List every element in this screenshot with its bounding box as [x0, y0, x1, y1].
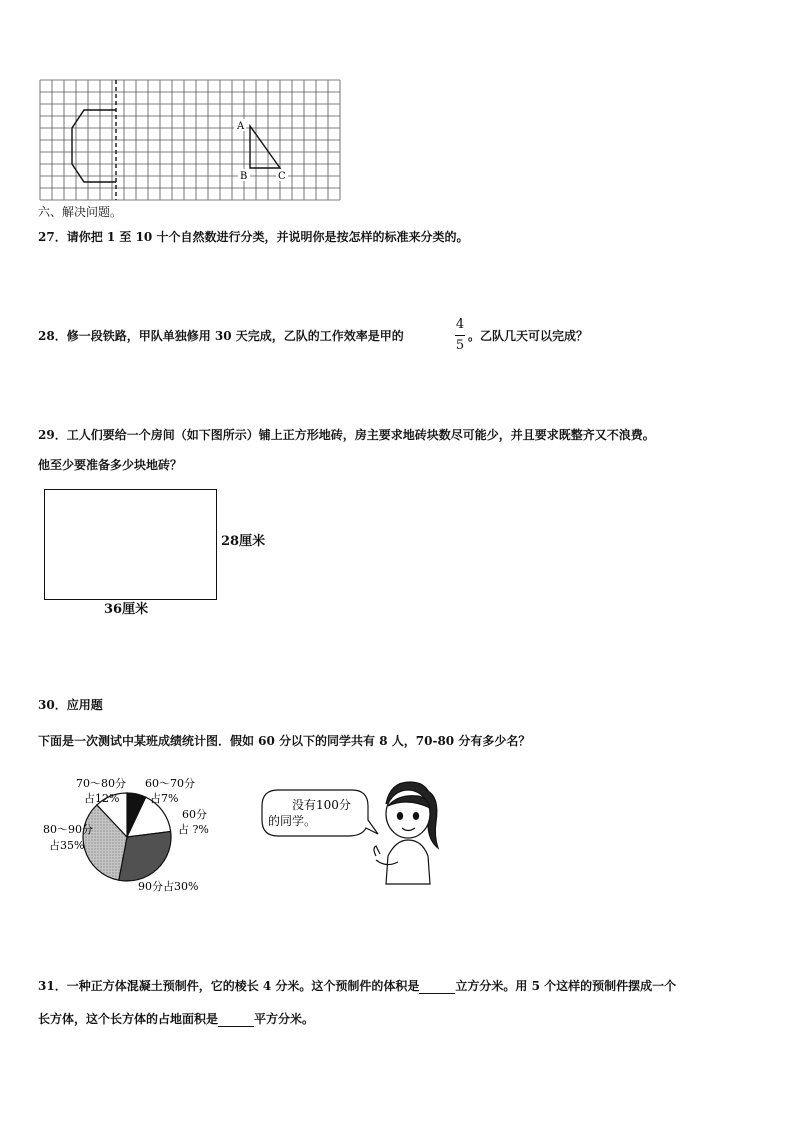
pie-label-below60-line1: 60分	[182, 808, 207, 821]
answer-blank-volume[interactable]	[419, 981, 455, 994]
speech-line-1: 没有100分	[292, 798, 351, 812]
pie-label-70-80-line1: 70～80分	[76, 777, 126, 790]
question-31-line1-b: 立方分米。用 5 个这样的预制件摆成一个	[455, 979, 677, 993]
question-28-tail: 。乙队几天可以完成？	[468, 329, 589, 343]
fraction-denominator: 5	[455, 338, 465, 353]
question-31-line2-b: 平方分米。	[254, 1012, 315, 1026]
pie-slices	[83, 793, 171, 881]
question-31-line2	[38, 1011, 314, 1027]
question-30-title: 30．应用题	[38, 698, 103, 712]
label-c: C	[278, 171, 286, 182]
girl-illustration	[258, 776, 442, 888]
room-width-label: 36厘米	[104, 602, 149, 617]
section-title: 六、解决问题。	[38, 205, 123, 219]
question-28-text: 28．修一段铁路，甲队单独修用 30 天完成，乙队的工作效率是甲的	[38, 329, 404, 343]
triangle-abc	[250, 126, 280, 168]
question-29-line2: 他至少要准备多少块地砖？	[38, 458, 183, 472]
speech-line-2: 的同学。	[268, 814, 317, 828]
grid-figure	[38, 78, 344, 202]
pie-chart	[40, 770, 240, 900]
pie-label-80-90-line1: 80～90分	[43, 823, 93, 836]
question-31-line1	[38, 978, 676, 994]
speech-bubble	[262, 790, 378, 836]
pie-label-below60-line2: 占 ?%	[178, 823, 209, 836]
question-31-line2-a: 长方体，这个长方体的占地面积是	[38, 1012, 219, 1026]
label-a: A	[237, 121, 245, 132]
answer-blank-area[interactable]	[218, 1014, 254, 1027]
room-rectangle	[44, 489, 217, 600]
question-27: 27．请你把 1 至 10 十个自然数进行分类，并说明你是按怎样的标准来分类的。	[38, 230, 469, 244]
question-30-text: 下面是一次测试中某班成绩统计图．假如 60 分以下的同学共有 8 人，70-80 分有多少名？	[38, 734, 531, 748]
pie-label-60-70-line1: 60～70分	[145, 777, 195, 790]
fraction-bar	[455, 335, 465, 336]
room-height-label: 28厘米	[221, 534, 266, 549]
pie-label-60-70-line2: 占7%	[150, 792, 179, 805]
question-31-line1-a: 31．一种正方体混凝土预制件，它的棱长 4 分米。这个预制件的体积是	[38, 979, 420, 993]
pie-label-90: 90分占30%	[138, 880, 199, 893]
pie-label-80-90-line2: 占35%	[49, 839, 85, 852]
girl-figure	[374, 782, 438, 884]
question-29-line1: 29．工人们要给一个房间（如下图所示）铺上正方形地砖，房主要求地砖块数尽可能少，并且要求既整齐又不浪费。	[38, 428, 655, 442]
pie-label-70-80-line2: 占12%	[84, 792, 120, 805]
fraction-numerator: 4	[455, 317, 465, 332]
label-b: B	[240, 171, 248, 182]
half-shape	[72, 110, 116, 182]
